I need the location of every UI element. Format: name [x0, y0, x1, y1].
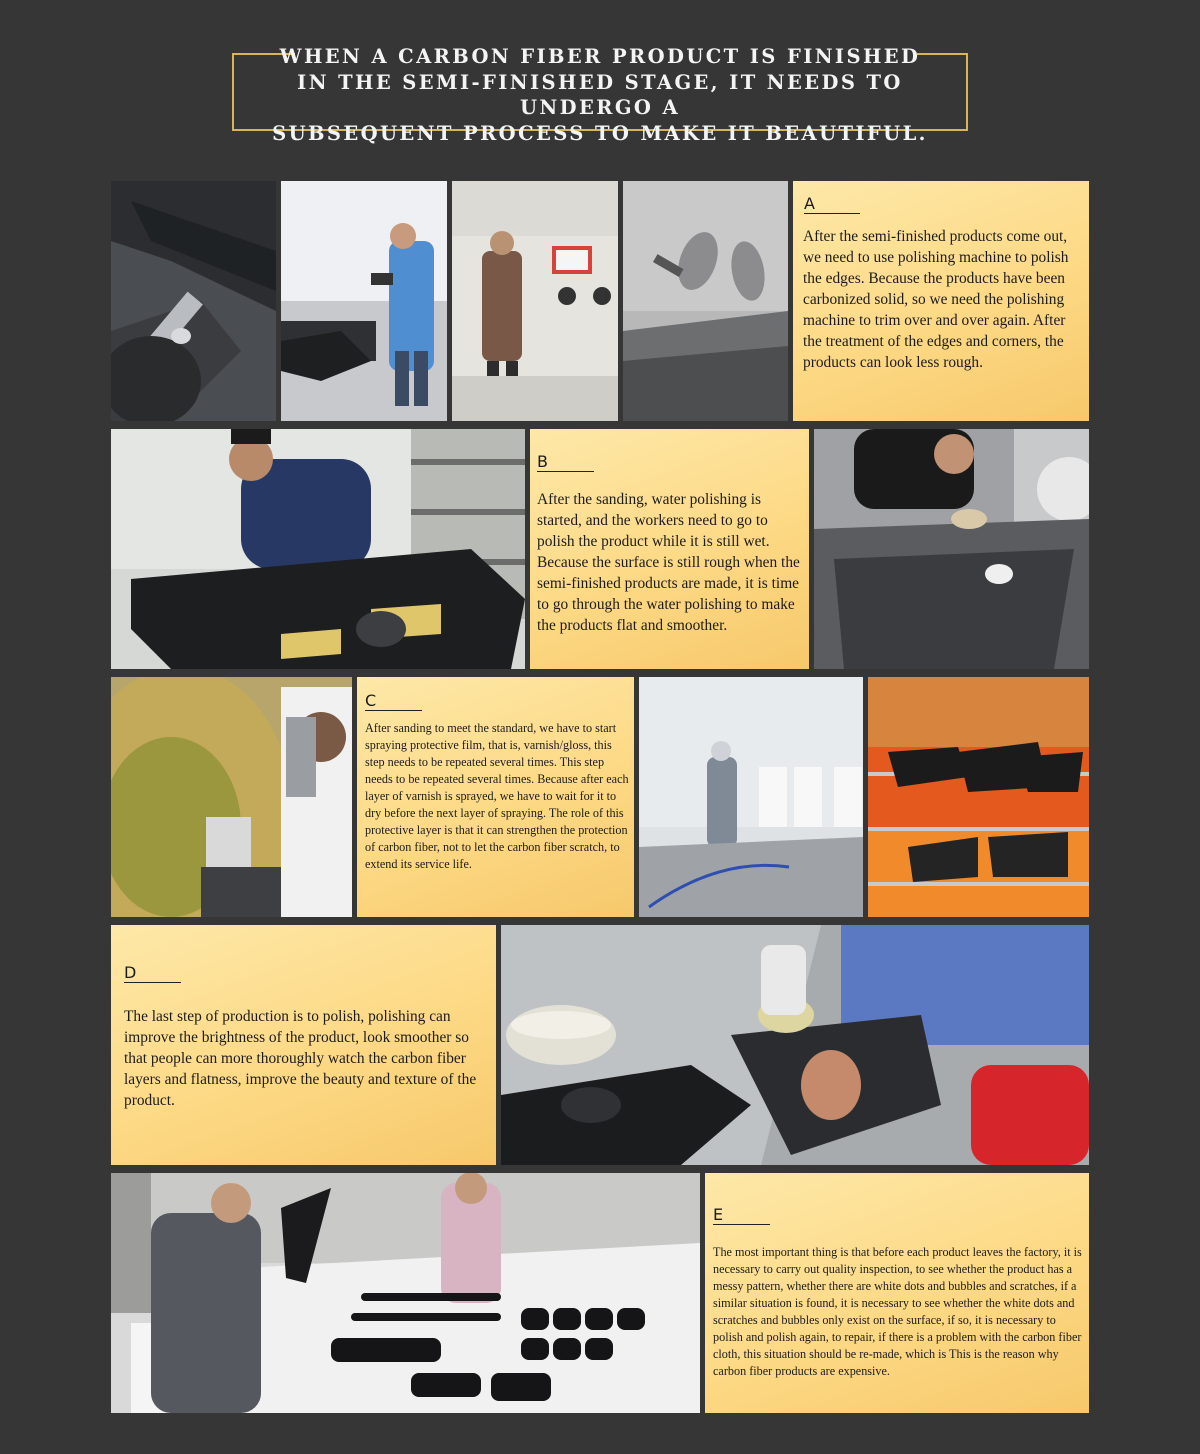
title-line-2: IN THE SEMI-FINISHED STAGE, IT NEEDS TO UNDERGO A — [297, 70, 903, 119]
photo-water-polishing-hood — [111, 429, 525, 669]
photo-edge-grinding-closeup — [111, 181, 276, 421]
photo-wet-polishing-worker — [814, 429, 1089, 669]
step-e-letter: E — [713, 1206, 770, 1225]
step-c-panel — [357, 677, 634, 917]
photo-sandblast-inside — [623, 181, 788, 421]
step-a-text: After the semi-finished products come out, we need to use polishing machine to polish the edges. Because the products have been carbonized solid, so we need the polishing machine to trim over and over again. After the treatment of the edges and corners, the products can look less rough. — [803, 228, 1069, 371]
photo-spray-booth — [639, 677, 863, 917]
photo-sandblast-cabinet — [452, 181, 618, 421]
step-b-text: After the sanding, water polishing is started, and the workers need to go to polish the product while it is still wet. Because the surface is still rough when the semi-finished products are made, it is time to go through the water polishing to make the products flat and smoother. — [537, 491, 800, 634]
step-a-letter: A — [804, 195, 860, 214]
photo-drying-oven — [868, 677, 1089, 917]
step-c-text: After sanding to meet the standard, we have to start spraying protective film, that is, varnish/gloss, this step needs to be repeated several times. This step needs to be repeated several times. Because after each layer of varnish is sprayed, we have to wait for it to dry before the next layer of spraying. The role of this protective layer is that it can strengthen the protection of carbon fiber, not to let the carbon fiber scratch, to extend its service life. — [365, 721, 629, 871]
step-d-text: The last step of production is to polish, polishing can improve the brightness of the product, look smoother so that people can more thoroughly watch the carbon fiber layers and flatness, improve the beauty and texture of the product. — [124, 1008, 477, 1109]
step-d-letter: D — [124, 964, 181, 983]
step-a-panel — [793, 181, 1089, 421]
step-c-letter: C — [365, 692, 422, 711]
title-line-3: SUBSEQUENT PROCESS TO MAKE IT BEAUTIFUL. — [272, 121, 928, 145]
photo-spray-gun-varnish — [111, 677, 352, 917]
step-b-panel — [530, 429, 809, 669]
title-line-1: WHEN A CARBON FIBER PRODUCT IS FINISHED — [279, 45, 921, 68]
step-e-text: The most important thing is that before each product leaves the factory, it is necessary to carry out quality inspection, to see whether the product has a messy pattern, whether there are white dots and bubbles and scratches, if a similar situation is found, it is necessary to see whether the white dots and scratches and bubbles only exist on the surface, if so, it is necessary to polish and polish again, to repair, if there is a problem with the carbon fiber cloth, this situation should be re-made, which is This is the reason why carbon fiber products are expensive. — [713, 1245, 1082, 1378]
step-b-letter: B — [537, 453, 594, 472]
page-title — [232, 44, 968, 146]
photo-final-polishing — [501, 925, 1089, 1165]
step-e-panel — [705, 1173, 1089, 1413]
photo-quality-inspection — [111, 1173, 700, 1413]
photo-worker-tablet — [281, 181, 447, 421]
step-d-panel — [111, 925, 496, 1165]
